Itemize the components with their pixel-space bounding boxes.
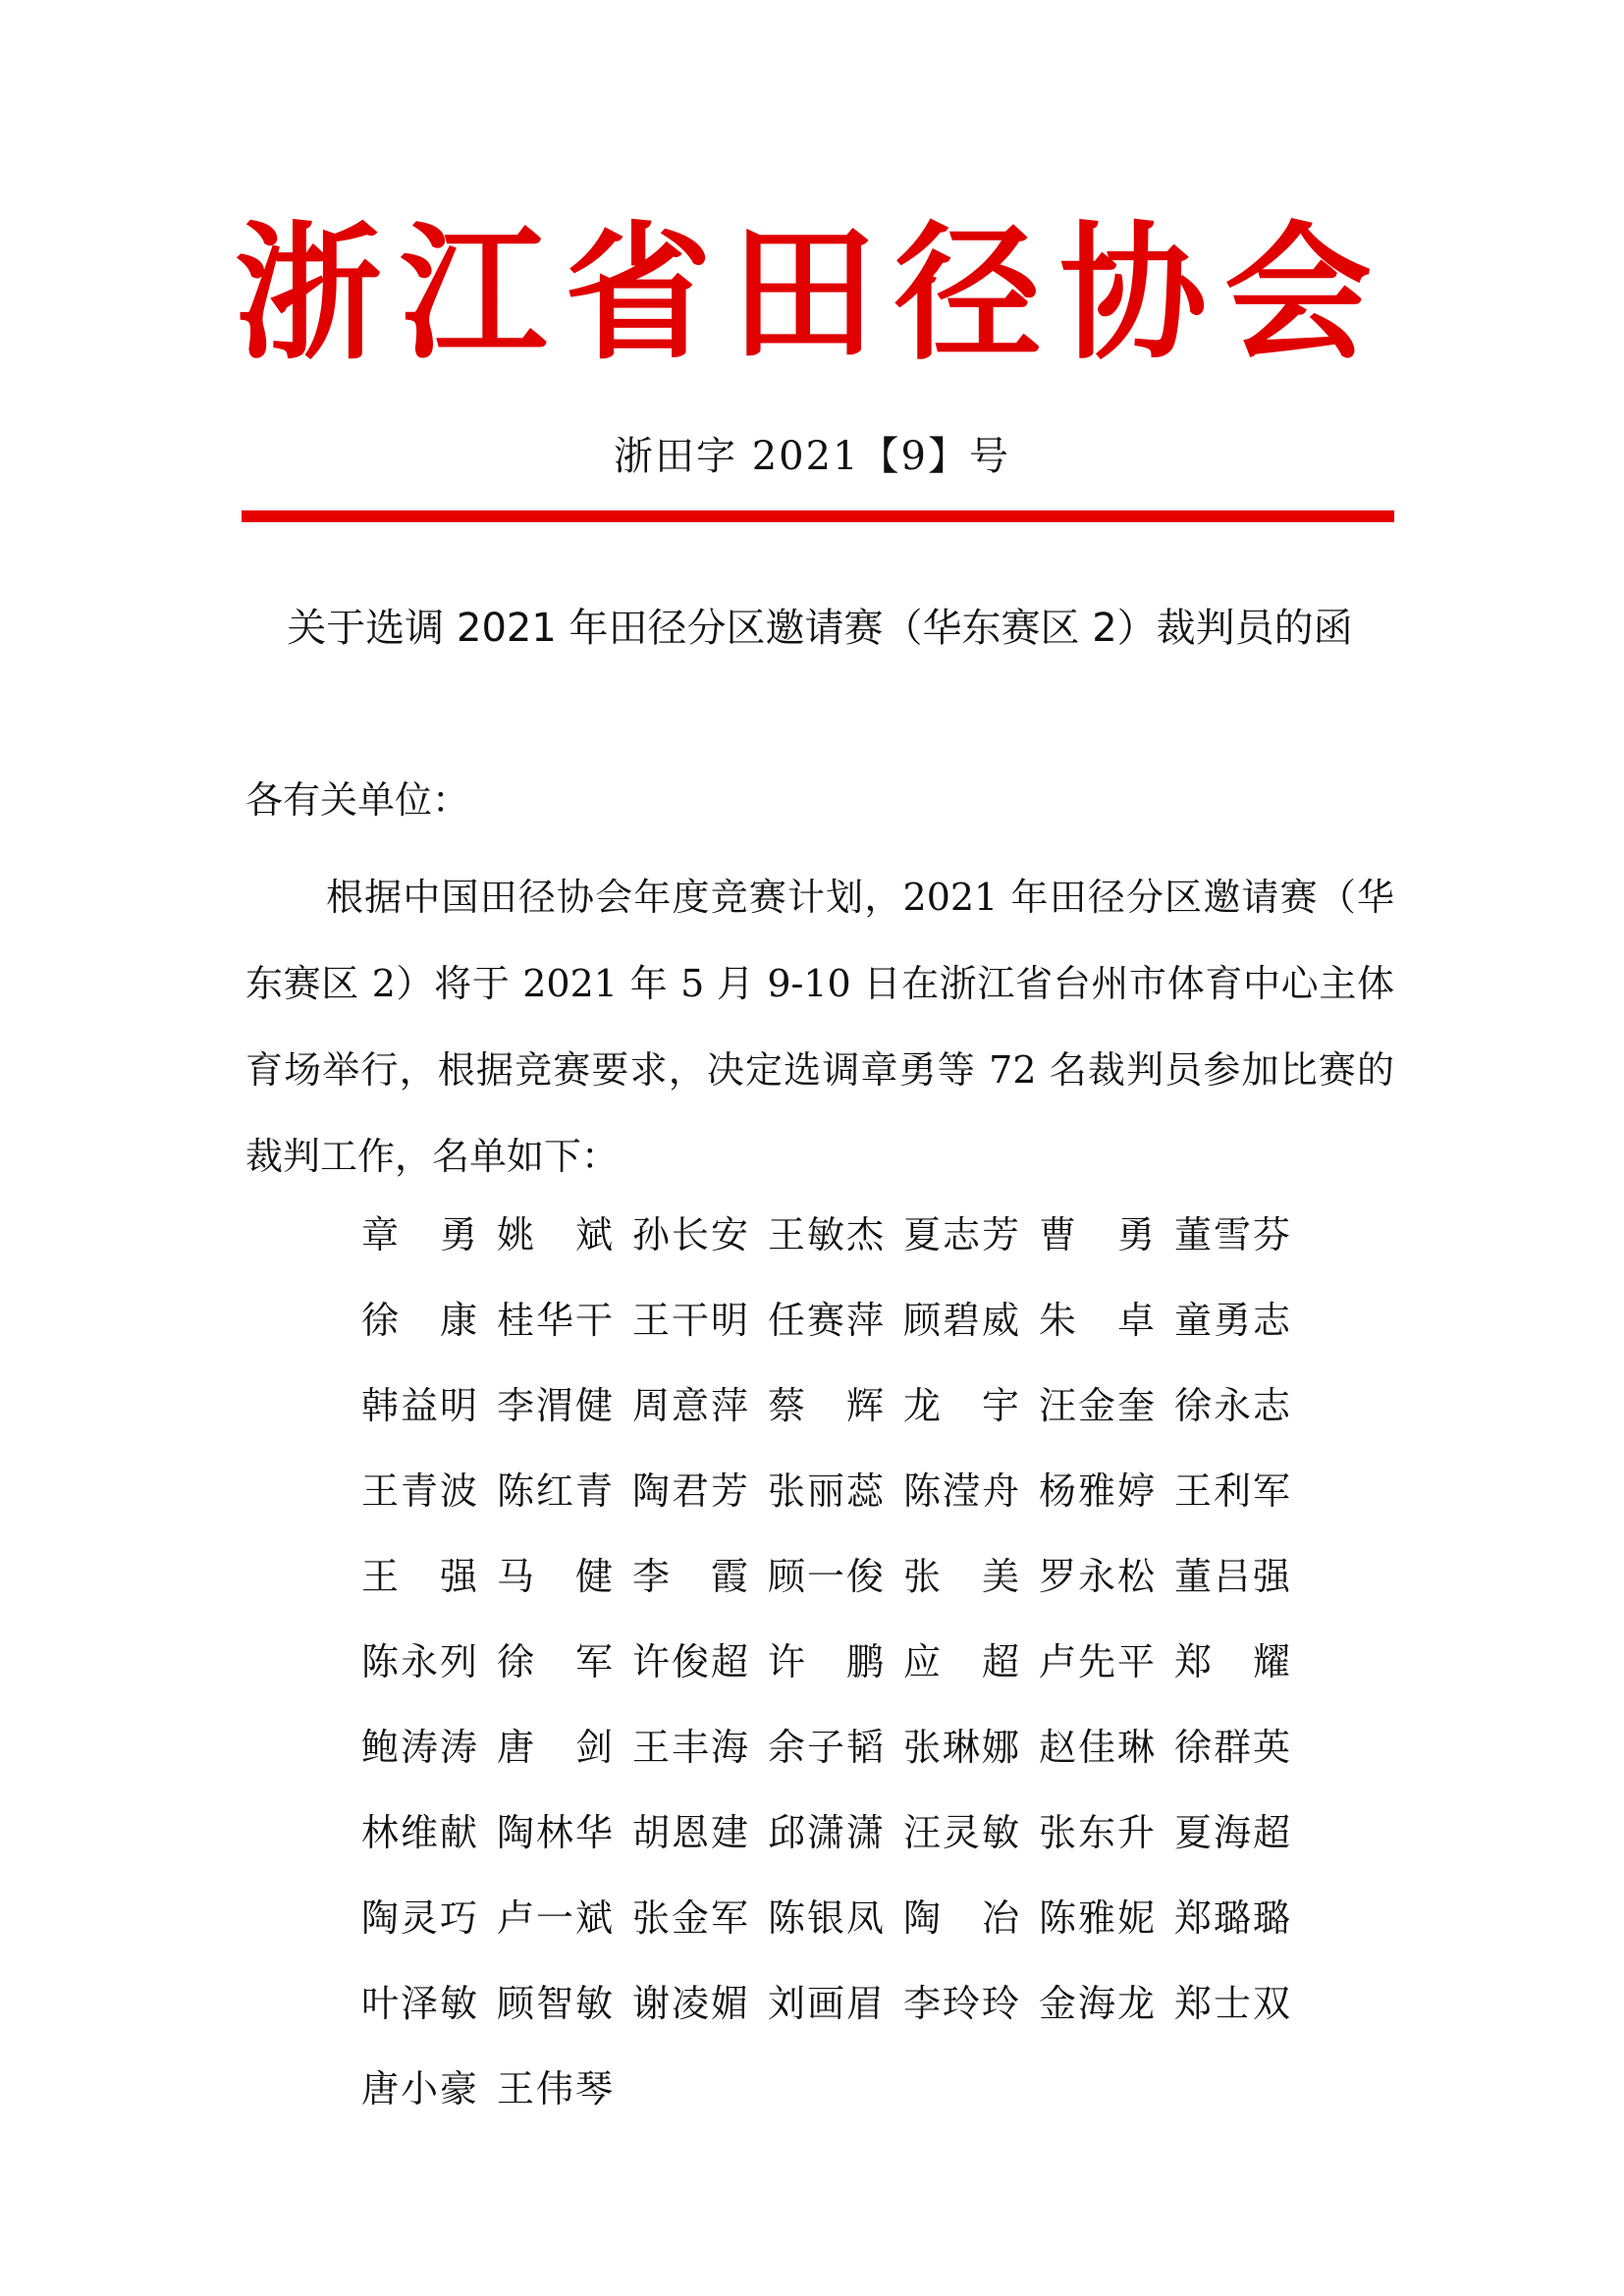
- referee-name: 张东升: [1039, 1811, 1155, 1854]
- referee-name: 叶泽敏: [361, 1982, 477, 2025]
- referee-name: 马健: [497, 1555, 613, 1598]
- document-number: 浙田字 2021【9】号: [614, 434, 1010, 479]
- referee-name: 许鹏: [768, 1640, 884, 1683]
- referee-name-list: [361, 1193, 1343, 2132]
- referee-name: 朱卓: [1039, 1299, 1155, 1342]
- referee-name: 陈滢舟: [903, 1469, 1019, 1513]
- referee-name: 张丽蕊: [768, 1469, 884, 1513]
- referee-name: 林维献: [361, 1811, 477, 1854]
- referee-name: 郑士双: [1174, 1982, 1290, 2025]
- referee-name: 董雪芬: [1174, 1213, 1290, 1256]
- referee-name: 王敏杰: [768, 1213, 884, 1256]
- organization-title: 浙江省田径协会: [234, 209, 1389, 380]
- referee-name: 陶林华: [497, 1811, 613, 1854]
- referee-name: 孙长安: [632, 1213, 748, 1256]
- referee-name: 徐军: [497, 1640, 613, 1683]
- referee-name: 张美: [903, 1555, 1019, 1598]
- referee-name: 罗永松: [1039, 1555, 1155, 1598]
- body-paragraph: 根据中国田径协会年度竞赛计划，2021 年田径分区邀请赛（华东赛区 2）将于 2021 年 5 月 9-10 日在浙江省台州市体育中心主体育场举行，根据竞赛要求，决定选调章勇等 72 名裁判员参加比赛的裁判工作，名单如下：: [245, 876, 1394, 1178]
- referee-name: 顾碧威: [903, 1299, 1019, 1342]
- referee-name: 陶冶: [903, 1896, 1019, 1940]
- referee-name: 王强: [361, 1555, 477, 1598]
- document-subject: 关于选调 2021 年田径分区邀请赛（华东赛区 2）裁判员的函: [287, 606, 1353, 651]
- referee-name: 张琳娜: [903, 1726, 1019, 1769]
- referee-name: 唐剑: [497, 1726, 613, 1769]
- referee-name: 王丰海: [632, 1726, 748, 1769]
- referee-name: 王利军: [1174, 1469, 1290, 1513]
- referee-name: 谢凌媚: [632, 1982, 748, 2025]
- referee-name: 汪金奎: [1039, 1384, 1155, 1427]
- referee-name: 余子韬: [768, 1726, 884, 1769]
- referee-name: 陈银凤: [768, 1896, 884, 1940]
- referee-name: 许俊超: [632, 1640, 748, 1683]
- referee-name: 李渭健: [497, 1384, 613, 1427]
- referee-name: 徐永志: [1174, 1384, 1290, 1427]
- referee-name: 姚斌: [497, 1213, 613, 1256]
- referee-name: 李霞: [632, 1555, 748, 1598]
- referee-name: 卢一斌: [497, 1896, 613, 1940]
- referee-name: 陈雅妮: [1039, 1896, 1155, 1940]
- referee-name: 韩益明: [361, 1384, 477, 1427]
- referee-name: 陈红青: [497, 1469, 613, 1513]
- referee-name: 徐康: [361, 1299, 477, 1342]
- referee-name: 郑璐璐: [1174, 1896, 1290, 1940]
- referee-name: 赵佳琳: [1039, 1726, 1155, 1769]
- referee-name: 任赛萍: [768, 1299, 884, 1342]
- referee-name: 周意萍: [632, 1384, 748, 1427]
- referee-name: 李玲玲: [903, 1982, 1019, 2025]
- referee-name: 鲍涛涛: [361, 1726, 477, 1769]
- referee-name: 唐小豪: [361, 2067, 477, 2110]
- referee-name: 杨雅婷: [1039, 1469, 1155, 1513]
- referee-name: 龙宇: [903, 1384, 1019, 1427]
- referee-name: 章勇: [361, 1213, 477, 1256]
- referee-name: 顾一俊: [768, 1555, 884, 1598]
- referee-name: 金海龙: [1039, 1982, 1155, 2025]
- referee-name: 张金军: [632, 1896, 748, 1940]
- referee-name: 王青波: [361, 1469, 477, 1513]
- referee-name: 应超: [903, 1640, 1019, 1683]
- referee-name: 陈永列: [361, 1640, 477, 1683]
- referee-name: 徐群英: [1174, 1726, 1290, 1769]
- referee-name: 蔡辉: [768, 1384, 884, 1427]
- referee-name: 陶灵巧: [361, 1896, 477, 1940]
- referee-name: 童勇志: [1174, 1299, 1290, 1342]
- referee-name: 邱潇潇: [768, 1811, 884, 1854]
- salutation: 各有关单位：: [245, 778, 470, 822]
- referee-name: 夏志芳: [903, 1213, 1019, 1256]
- red-divider-line: [242, 510, 1394, 522]
- referee-name: 桂华干: [497, 1299, 613, 1342]
- referee-name: 胡恩建: [632, 1811, 748, 1854]
- referee-name: 卢先平: [1039, 1640, 1155, 1683]
- referee-name: 郑耀: [1174, 1640, 1290, 1683]
- referee-name: 顾智敏: [497, 1982, 613, 2025]
- referee-name: 王伟琴: [497, 2067, 613, 2110]
- referee-name: 刘画眉: [768, 1982, 884, 2025]
- referee-name: 王干明: [632, 1299, 748, 1342]
- referee-name: 夏海超: [1174, 1811, 1290, 1854]
- referee-name: 陶君芳: [632, 1469, 748, 1513]
- referee-name: 董吕强: [1174, 1555, 1290, 1598]
- referee-name: 曹勇: [1039, 1213, 1155, 1256]
- referee-name: 汪灵敏: [903, 1811, 1019, 1854]
